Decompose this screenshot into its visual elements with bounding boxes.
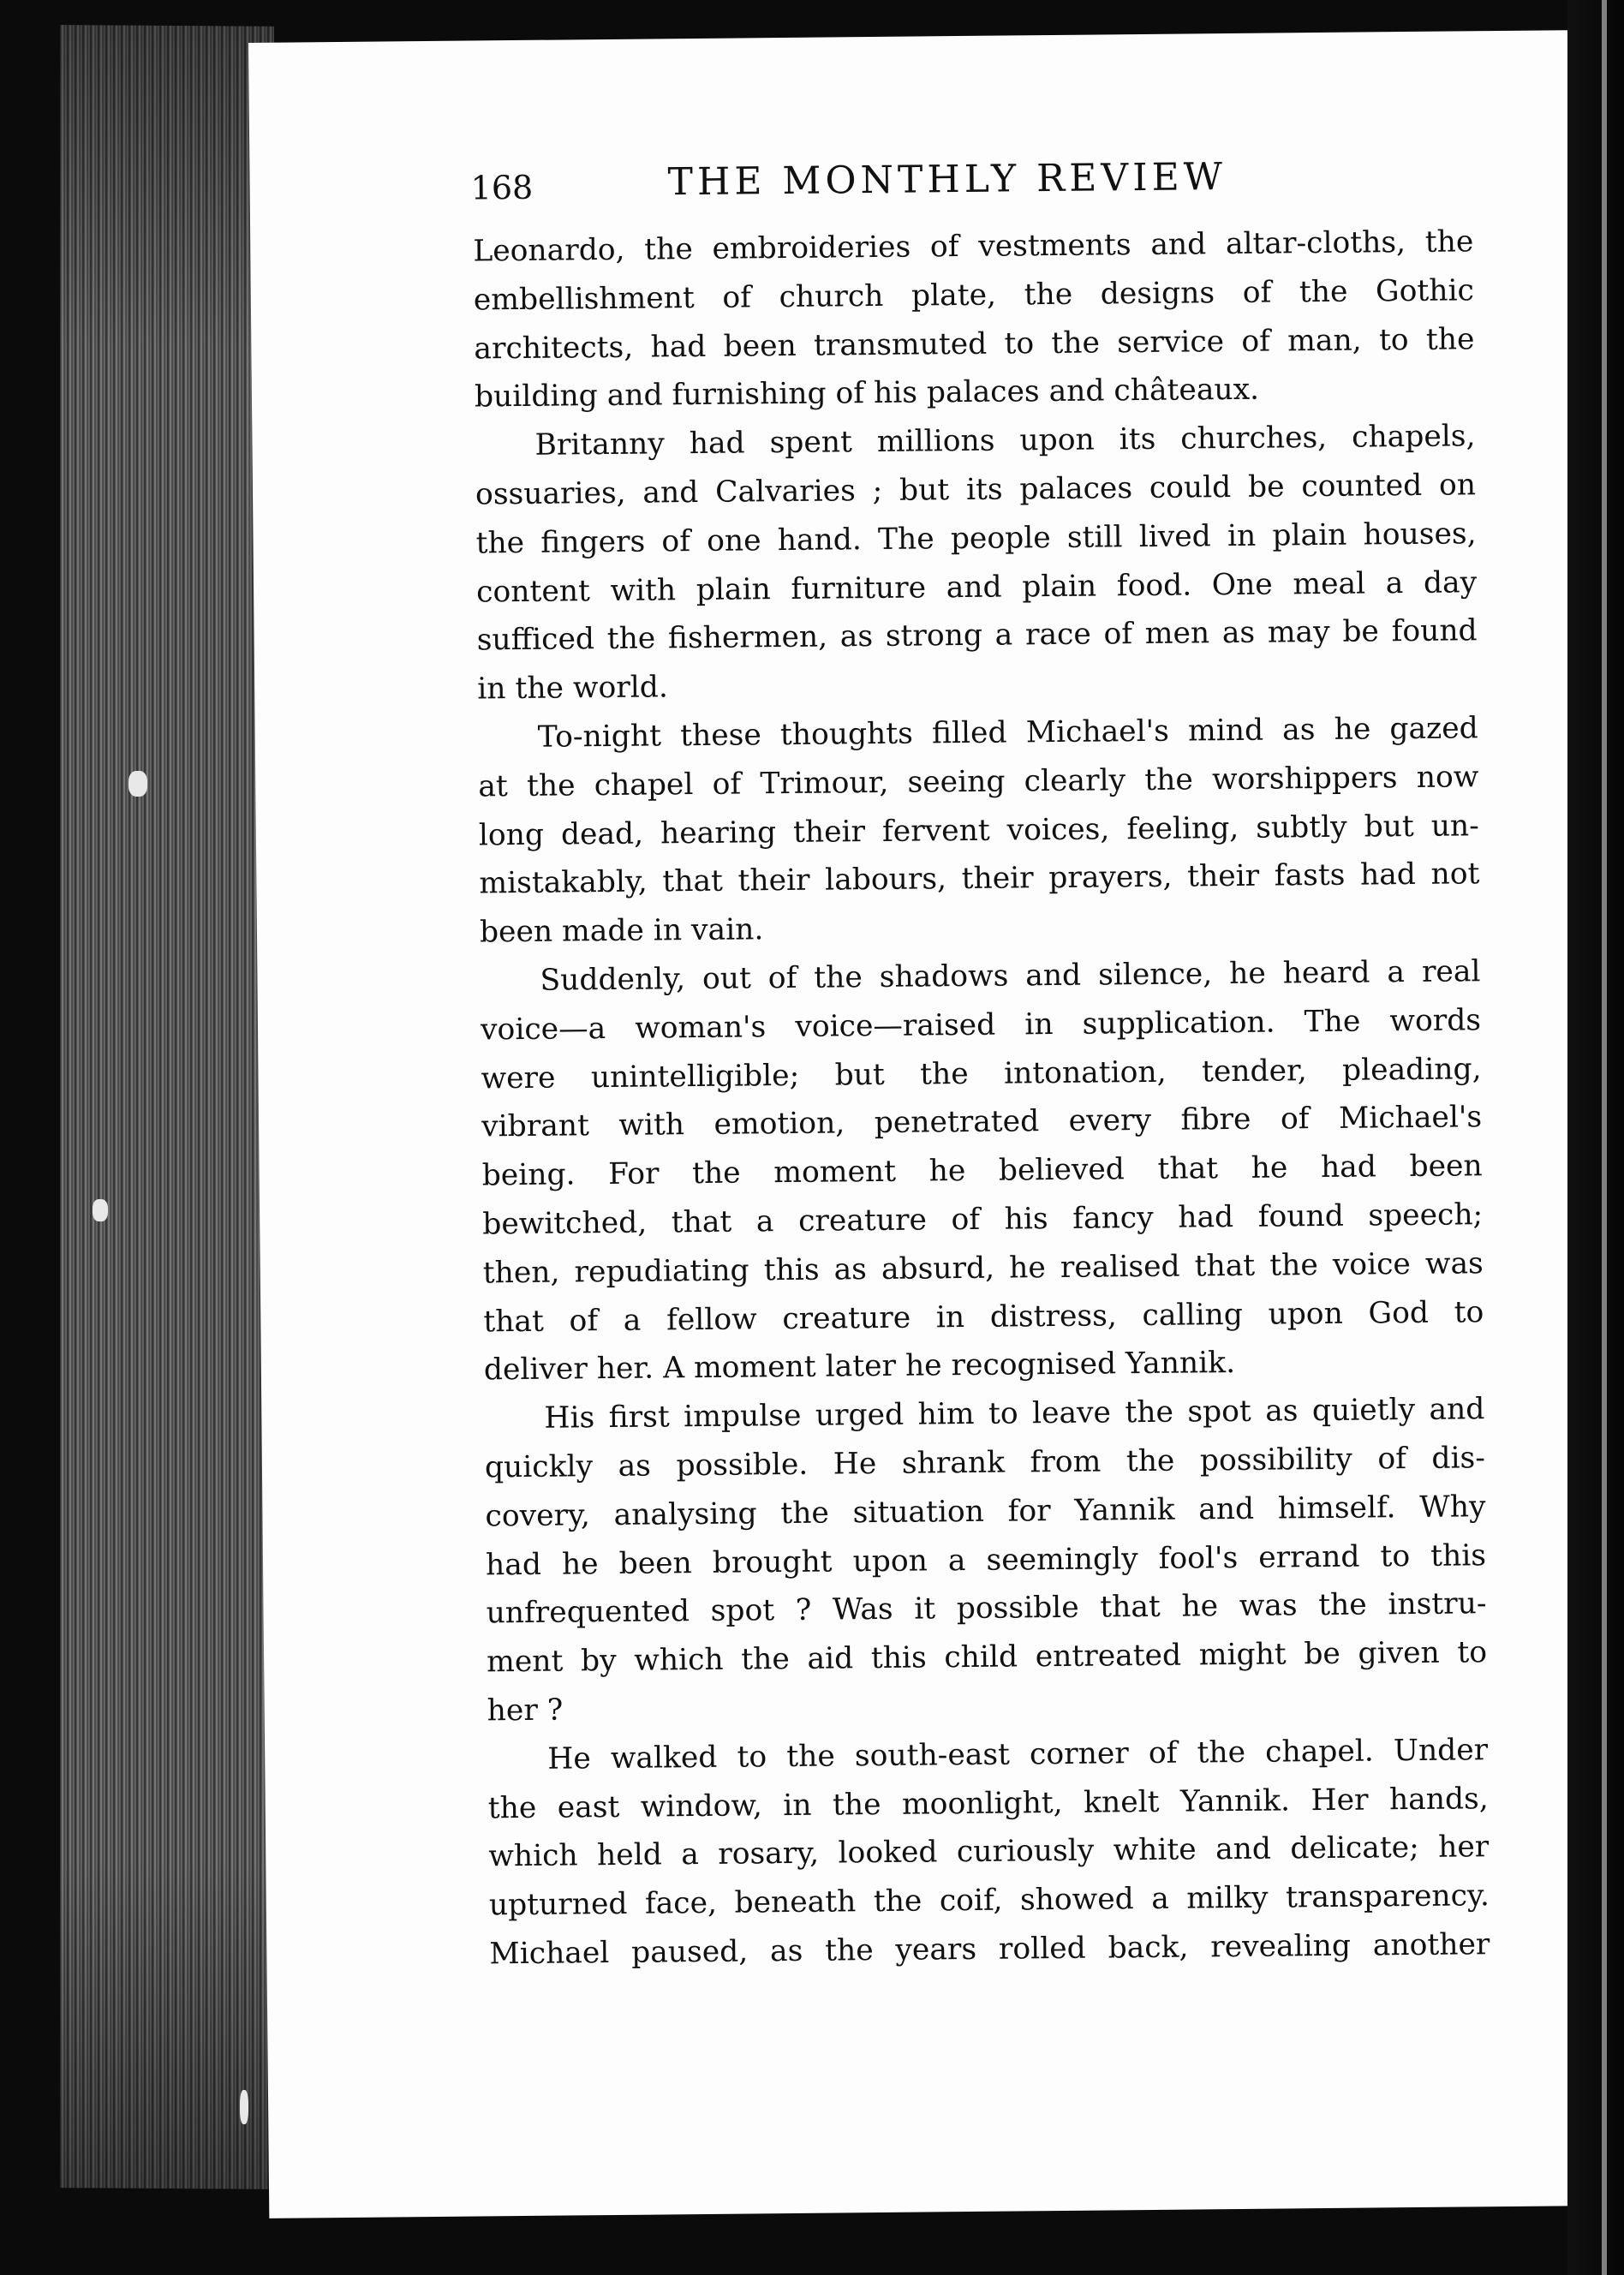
- page-header: [470, 152, 1525, 223]
- body-text: [473, 218, 1490, 1979]
- text-line: Leonardo, the embroideries of vestments and altar-cloths, the: [473, 224, 1474, 269]
- text-line: Michael paused, as the years rolled back, revealing another: [489, 1927, 1490, 1972]
- text-line: voice—a woman's voice—raised in supplication. The words: [480, 1002, 1482, 1048]
- text-line: being. For the moment he believed that he had been: [481, 1149, 1483, 1193]
- text-line: quickly as possible. He shrank from the possibility of dis-: [484, 1441, 1486, 1485]
- text-line: were unintelligible; but the intonation, tender, pleading,: [481, 1051, 1482, 1096]
- text-line: sufficed the fishermen, as strong a race of men as may be found: [476, 613, 1478, 658]
- text-line: the east window, in the moonlight, knelt Yannik. Her hands,: [487, 1781, 1489, 1825]
- scan-speck: [240, 2090, 248, 2124]
- text-line: had he been brought upon a seemingly fool's errand to this: [485, 1538, 1487, 1582]
- text-line: in the world.: [477, 670, 669, 707]
- scan-speck: [128, 771, 147, 797]
- text-line: long dead, hearing their fervent voices, feeling, subtly but un-: [478, 808, 1480, 853]
- text-line: which held a rosary, looked curiously white and delicate; her: [488, 1830, 1490, 1874]
- text-line: upturned face, beneath the coif, showed a milky transparency.: [488, 1878, 1490, 1923]
- text-line: covery, analysing the situation for Yannik and himself. Why: [485, 1489, 1486, 1534]
- paragraph: [484, 1385, 1488, 1735]
- text-line: at the chapel of Trimour, seeing clearly the worshippers now: [478, 760, 1479, 804]
- scan-speck: [93, 1199, 108, 1221]
- running-title: THE MONTHLY REVIEW: [667, 155, 1227, 205]
- text-line: He walked to the south-east corner of the chapel. Under: [547, 1732, 1489, 1776]
- book-page: [248, 30, 1588, 2218]
- scan-right-margin: [1567, 0, 1624, 2275]
- text-line: unfrequented spot ? Was it possible that he was the instru-: [486, 1586, 1487, 1631]
- paragraph: [487, 1726, 1490, 1979]
- text-line: To-night these thoughts filled Michael's mind as he gazed: [537, 711, 1478, 755]
- text-line: been made in vain.: [479, 912, 764, 950]
- text-line: Suddenly, out of the shadows and silence, he heard a real: [540, 954, 1481, 998]
- text-line: then, repudiating this as absurd, he realised that the voice was: [482, 1245, 1484, 1291]
- text-line: bewitched, that a creature of his fancy had found speech;: [482, 1197, 1484, 1242]
- text-line: Britanny had spent millions upon its churches, chapels,: [534, 419, 1476, 463]
- text-line: His first impulse urged him to leave the spot as quietly and: [544, 1392, 1485, 1436]
- text-line: architects, had been transmuted to the service of man, to the: [474, 321, 1475, 367]
- book-page-edges: [60, 25, 274, 2189]
- text-line: embellishment of church plate, the designs of the Gothic: [473, 273, 1475, 318]
- text-line: deliver her. A moment later he recognised Yannik.: [483, 1346, 1236, 1388]
- page-number: 168: [470, 168, 534, 207]
- text-line: vibrant with emotion, penetrated every fibre of Michael's: [481, 1100, 1483, 1144]
- paragraph: [473, 218, 1475, 421]
- text-line: ossuaries, and Calvaries ; but its palaces could be counted on: [475, 468, 1477, 512]
- text-line: content with plain furniture and plain food. One meal a day: [475, 564, 1478, 610]
- text-line: building and furnishing of his palaces and châteaux.: [474, 373, 1260, 415]
- text-line: her ?: [487, 1693, 564, 1729]
- paragraph: [480, 947, 1484, 1394]
- paragraph: [478, 704, 1481, 957]
- text-line: mistakably, that their labours, their prayers, their fasts had not: [479, 857, 1480, 901]
- text-line: that of a fellow creature in distress, calling upon God to: [483, 1294, 1484, 1339]
- text-line: the fingers of one hand. The people still lived in plain houses,: [475, 517, 1477, 561]
- scan-streak: [1602, 0, 1607, 2275]
- paragraph: [475, 412, 1478, 714]
- text-line: ment by which the aid this child entreated might be given to: [486, 1635, 1488, 1680]
